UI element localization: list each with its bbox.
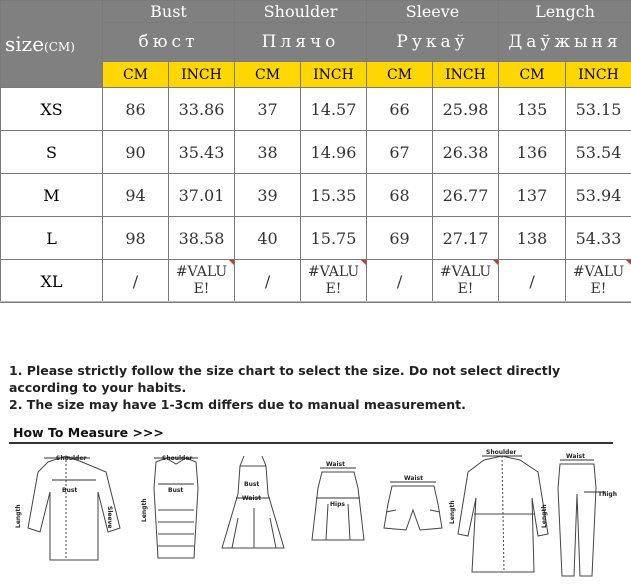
table-cell: 54.33 — [566, 217, 631, 260]
coat-sketch — [458, 456, 548, 572]
unit-header: CM — [367, 62, 433, 88]
table-cell: 135 — [499, 88, 566, 131]
label-bust: Bust — [62, 487, 78, 494]
table-cell: 39 — [235, 174, 301, 217]
garment-sketches — [8, 448, 628, 582]
table-cell: 35.43 — [169, 131, 235, 174]
table-cell: 25.98 — [433, 88, 499, 131]
label-shoulder: Shoulder — [56, 455, 87, 462]
label-waist-trousers: Waist — [566, 453, 585, 460]
group-header-sleeve: Sleeve — [367, 1, 499, 23]
unit-header: CM — [235, 62, 301, 88]
dress-sketch — [222, 456, 284, 548]
label-hips-skirt: Hips — [330, 501, 345, 508]
table-row — [1, 217, 631, 260]
table-cell: 66 — [367, 88, 433, 131]
label-length: Length — [15, 504, 22, 528]
label-thigh: Thigh — [598, 491, 617, 498]
error-cell: #VALUE! — [301, 260, 367, 303]
table-cell: 136 — [499, 131, 566, 174]
size-header-unit: (CM) — [44, 40, 75, 54]
table-cell: 138 — [499, 217, 566, 260]
table-cell: / — [499, 260, 566, 303]
table-cell: 27.17 — [433, 217, 499, 260]
group-header-bust: Bust — [103, 1, 235, 23]
label-length-coat: Length — [449, 500, 456, 524]
table-cell: 14.96 — [301, 131, 367, 174]
table-cell: 53.94 — [566, 174, 631, 217]
label-waist-shorts: Waist — [404, 475, 423, 482]
table-cell: 26.38 — [433, 131, 499, 174]
table-cell: 15.75 — [301, 217, 367, 260]
table-cell: 14.57 — [301, 88, 367, 131]
table-cell: 94 — [103, 174, 169, 217]
unit-header: CM — [499, 62, 566, 88]
trousers-sketch — [558, 460, 606, 576]
label-bust-dress: Bust — [244, 481, 260, 488]
table-cell: 53.15 — [566, 88, 631, 131]
table-cell: 90 — [103, 131, 169, 174]
table-row — [1, 88, 631, 131]
table-cell: 38 — [235, 131, 301, 174]
table-cell: 86 — [103, 88, 169, 131]
table-row — [1, 174, 631, 217]
table-cell: 53.54 — [566, 131, 631, 174]
label-shoulder-vest: Shoulder — [162, 455, 193, 462]
unit-header: INCH — [433, 62, 499, 88]
table-cell: 26.77 — [433, 174, 499, 217]
shorts-sketch — [384, 482, 442, 530]
label-shoulder-coat: Shoulder — [486, 449, 517, 456]
size-label: M — [1, 174, 103, 217]
table-cell: 37 — [235, 88, 301, 131]
label-waist-dress: Waist — [242, 495, 261, 502]
group-header-length: Lengch — [499, 1, 631, 23]
label-bust-vest: Bust — [168, 487, 184, 494]
table-cell: 40 — [235, 217, 301, 260]
unit-header: INCH — [169, 62, 235, 88]
table-cell: 98 — [103, 217, 169, 260]
note-2: 2. The size may have 1-3cm differs due to manual measurement. — [9, 397, 466, 412]
size-label: S — [1, 131, 103, 174]
table-cell: 67 — [367, 131, 433, 174]
label-length-trousers: Length — [541, 504, 548, 528]
size-notes — [9, 362, 624, 413]
measurement-illustrations — [8, 448, 628, 582]
title-underline — [9, 442, 613, 444]
table-cell: / — [367, 260, 433, 303]
group-header-length-local: Даўжыня — [499, 23, 631, 62]
size-label: XS — [1, 88, 103, 131]
group-header-bust-local: бюст — [103, 23, 235, 62]
note-1: 1. Please strictly follow the size chart to select the size. Do not select directly according to your habits. — [9, 363, 561, 395]
size-header-label: size — [5, 32, 45, 56]
table-row — [1, 131, 631, 174]
size-label: XL — [1, 260, 103, 303]
table-cell: 38.58 — [169, 217, 235, 260]
group-header-sleeve-local: Рукаў — [367, 23, 499, 62]
table-row — [1, 260, 631, 303]
unit-header: INCH — [301, 62, 367, 88]
label-waist-skirt: Waist — [326, 461, 345, 468]
section-divider — [0, 301, 631, 342]
table-cell: 68 — [367, 174, 433, 217]
size-label: L — [1, 217, 103, 260]
group-header-shoulder: Shoulder — [235, 1, 367, 23]
unit-header: INCH — [566, 62, 631, 88]
unit-header: CM — [103, 62, 169, 88]
vest-sketch — [154, 458, 198, 558]
label-sleeve: Sleeve — [106, 506, 113, 529]
group-header-shoulder-local: Плячо — [235, 23, 367, 62]
table-cell: / — [103, 260, 169, 303]
size-column-header — [1, 1, 103, 88]
table-cell: 37.01 — [169, 174, 235, 217]
how-to-measure-title: How To Measure >>> — [13, 425, 164, 440]
error-cell: #VALUE! — [169, 260, 235, 303]
label-length-vest: Length — [141, 498, 148, 522]
table-cell: / — [235, 260, 301, 303]
error-cell: #VALUE! — [433, 260, 499, 303]
table-cell: 33.86 — [169, 88, 235, 131]
error-cell: #VALUE! — [566, 260, 631, 303]
table-cell: 15.35 — [301, 174, 367, 217]
table-cell: 69 — [367, 217, 433, 260]
table-cell: 137 — [499, 174, 566, 217]
